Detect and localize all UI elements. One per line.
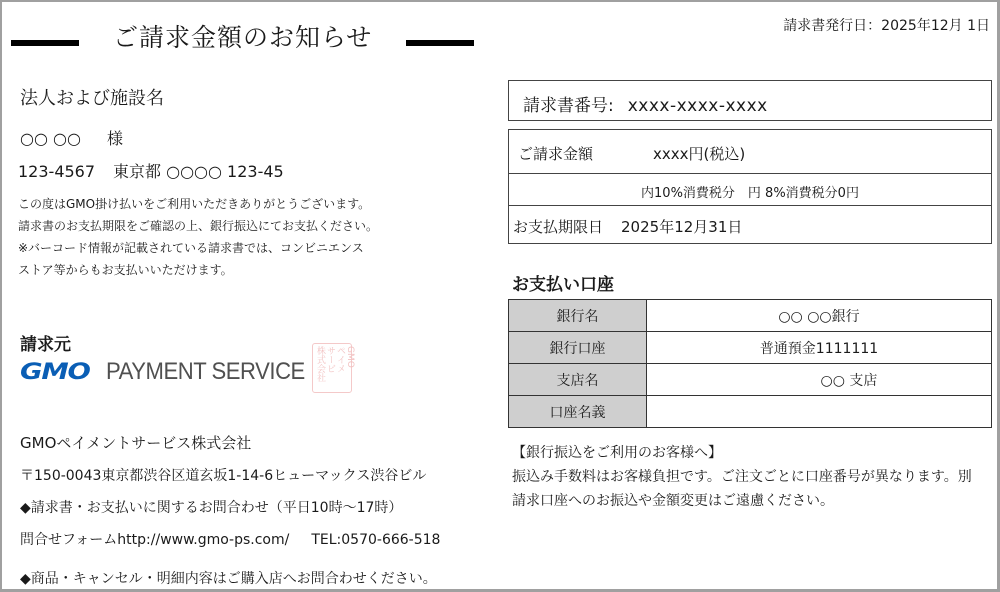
- postal-code: 123-4567: [18, 162, 96, 181]
- notice-heading: 【銀行振込をご利用のお客様へ】: [512, 445, 722, 461]
- greeting-line: 請求書のお支払期限をご確認の上、銀行振込にてお支払ください。: [18, 219, 379, 233]
- tax-row: [509, 174, 991, 206]
- due-row: [509, 206, 991, 244]
- issuer-label: 請求元: [20, 335, 71, 355]
- bank-account-table: [508, 299, 992, 428]
- account-number-value: 普通預金1111111: [647, 332, 992, 364]
- table-row: [509, 332, 992, 364]
- title-decoration-left: [11, 40, 79, 46]
- seal-line: ペイメ: [335, 346, 345, 373]
- bank-name-label: 銀行名: [509, 300, 647, 332]
- bank-name-value: ○○ ○○銀行: [647, 300, 992, 332]
- logo-text: PAYMENT SERVICE: [106, 358, 305, 385]
- table-row: [509, 300, 992, 332]
- tel-number: TEL:0570-666-518: [311, 532, 441, 548]
- branch-name-label: 支店名: [509, 364, 647, 396]
- honorific: 様: [106, 129, 123, 148]
- address-line: 東京都 ○○○○ 123-45: [113, 162, 284, 181]
- company-seal-icon: [312, 343, 355, 393]
- greeting-text: [18, 193, 438, 281]
- amount-value: xxxx円(税込): [653, 145, 746, 163]
- contact-info: [20, 529, 440, 549]
- notice-body: 振込み手数料はお客様負担です。ご注文ごとに口座番号が異なります。別請求口座へのお振込や金額変更はご遠慮ください。: [512, 469, 972, 509]
- greeting-line: ストア等からもお支払いいただけます。: [18, 263, 233, 277]
- company-address: 〒150-0043東京都渋谷区道玄坂1-14-6ヒューマックス渋谷ビル: [20, 468, 427, 484]
- tax-breakdown: 内10%消費税分 円 8%消費税分0円: [641, 186, 859, 201]
- page-title: ご請求金額のお知らせ: [113, 23, 373, 52]
- invoice-number-label: 請求書番号:: [523, 96, 614, 116]
- contact-heading: ◆請求書・お支払いに関するお問合わせ（平日10時～17時）: [20, 500, 403, 516]
- seal-line: 株式会社: [315, 346, 325, 382]
- account-holder-label: 口座名義: [509, 396, 647, 428]
- seal-line: GMO: [345, 346, 355, 368]
- title-decoration-right: [406, 40, 474, 46]
- invoice-number-box: [508, 80, 992, 121]
- contact-form-link[interactable]: 問合せフォームhttp://www.gmo-ps.com/: [20, 532, 290, 548]
- amount-label: ご請求金額: [518, 145, 594, 163]
- greeting-line: この度はGMO掛け払いをご利用いただきありがとうございます。: [18, 197, 371, 211]
- table-row: [509, 364, 992, 396]
- company-name: GMOペイメントサービス株式会社: [20, 434, 252, 452]
- payment-account-title: お支払い口座: [512, 275, 614, 295]
- table-row: [509, 396, 992, 428]
- account-holder-value: [647, 396, 992, 428]
- product-note: ◆商品・キャンセル・明細内容はご購入店へお問合わせください。: [20, 571, 437, 587]
- account-number-label: 銀行口座: [509, 332, 647, 364]
- seal-line: サービ: [325, 346, 335, 373]
- corp-label: 法人および施設名: [20, 88, 164, 109]
- due-label: お支払期限日: [513, 218, 604, 236]
- branch-name-value: ○○ 支店: [647, 364, 992, 396]
- customer-address: [18, 159, 284, 182]
- invoice-number-value: xxxx-xxxx-xxxx: [627, 96, 768, 116]
- amount-box: [508, 129, 992, 244]
- issue-date: 請求書発行日：2025年12月 1日: [783, 18, 990, 34]
- amount-row: [509, 130, 991, 174]
- greeting-line: ※バーコード情報が記載されている請求書では、コンビニエンス: [18, 241, 364, 255]
- bank-transfer-notice: [512, 441, 982, 513]
- customer-name: [20, 126, 123, 149]
- due-date: 2025年12月31日: [621, 218, 743, 236]
- gmo-payment-service-logo: [20, 358, 322, 386]
- logo-gmo: GMO: [20, 359, 90, 385]
- customer-name-value: ○○ ○○: [20, 129, 81, 148]
